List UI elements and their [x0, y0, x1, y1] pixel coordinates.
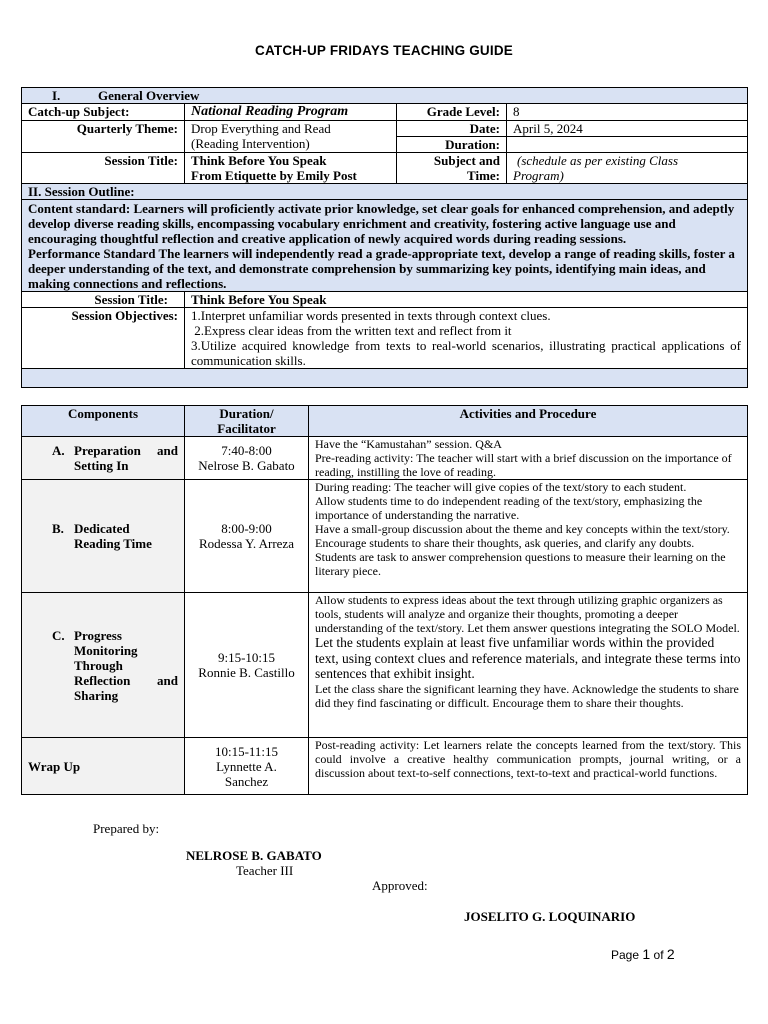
activities-cell: During reading: The teacher will give copies of the text/story to each student. Allow students time to do independent reading of the text/story, emphasizing the importance of understanding the narrative. Have a small-group discussion about the theme and key concepts within the text/story. Encourage students to share their thoughts, ask queries, and clarify any doubts. Students are task to answer comprehension questions to measure their learning on the literary piece. [309, 480, 748, 593]
duration-label: Duration: [397, 137, 507, 153]
objective-1: 1.Interpret unfamiliar words presented in texts through context clues. [191, 308, 551, 323]
prepared-by-position: Teacher III [236, 863, 294, 878]
header-components: Components [22, 406, 185, 437]
activities-cell: Allow students to express ideas about the text through utilizing graphic organizers as tools, students will analyze and organize their thoughts, promoting a deeper understanding of the text/story. Let them answer questions integrating the SOLO Model. Let the students explain at least five unfamiliar words within the provided text, using context clues and reference materials, and integrate these terms into sentences that exhibit insight. Let the class share the significant learning they have. Acknowledge the students to share did they find fascinating or difficult. Encourage them to share their thoughts. [309, 593, 748, 738]
outline-session-title-value: Think Before You Speak [185, 292, 748, 308]
section-numeral: I. [52, 88, 61, 103]
of-word: of [653, 948, 664, 962]
date-label: Date: [397, 121, 507, 137]
section-heading: General Overview [98, 88, 200, 103]
page-footer [611, 946, 675, 962]
objectives-list [185, 308, 748, 369]
subject-time-value: (schedule as per existing Class Program) [507, 153, 748, 184]
component-name: Preparation and Setting In [74, 443, 178, 473]
theme-line-1: Drop Everything and Read [191, 121, 331, 136]
approved-label: Approved: [372, 878, 428, 893]
component-name: Wrap Up [28, 758, 81, 774]
page-total: 2 [666, 946, 675, 962]
overview-table [21, 87, 748, 388]
duration-cell: 8:00-9:00 Rodessa Y. Arreza [185, 480, 309, 593]
grade-value: 8 [507, 104, 748, 121]
objective-3: 3.Utilize acquired knowledge from texts to real-world scenarios, illustrating practical applications of communication skills. [191, 338, 741, 368]
header-activities: Activities and Procedure [309, 406, 748, 437]
theme-line-2: (Reading Intervention) [191, 136, 310, 151]
header-duration: Duration/ Facilitator [185, 406, 309, 437]
theme-label: Quarterly Theme: [22, 121, 185, 153]
table-row [22, 480, 748, 593]
page-title: CATCH-UP FRIDAYS TEACHING GUIDE [255, 43, 513, 58]
standards-block [22, 200, 748, 292]
table-row [22, 437, 748, 480]
outline-session-title-label: Session Title: [22, 292, 185, 308]
duration-value [507, 137, 748, 153]
duration-cell: 10:15-11:15 Lynnette A. Sanchez [185, 738, 309, 795]
component-cell: C. Progress Monitoring Through Reflection and Sharing [22, 593, 185, 738]
spacer-row [22, 369, 748, 388]
component-cell: A. Preparation and Setting In [22, 437, 185, 480]
activities-cell: Have the “Kamustahan” session. Q&A Pre-reading activity: The teacher will start with a brief discussion on the importance of reading, instilling the love of reading. [309, 437, 748, 480]
date-value: April 5, 2024 [507, 121, 748, 137]
subject-value: National Reading Program [185, 104, 397, 121]
duration-cell: 7:40-8:00 Nelrose B. Gabato [185, 437, 309, 480]
components-table [21, 405, 748, 795]
session-title-label: Session Title: [22, 153, 185, 184]
approved-name: JOSELITO G. LOQUINARIO [464, 909, 636, 924]
duration-cell: 9:15-10:15 Ronnie B. Castillo [185, 593, 309, 738]
theme-value [185, 121, 397, 153]
component-name: Dedicated Reading Time [74, 521, 152, 551]
page-number: 1 [642, 946, 651, 962]
table-row [22, 738, 748, 795]
grade-label: Grade Level: [397, 104, 507, 121]
session-title-line-1: Think Before You Speak [191, 153, 327, 168]
prepared-by-name: NELROSE B. GABATO [186, 848, 322, 863]
page-word: Page [611, 948, 640, 962]
component-cell: B. Dedicated Reading Time [22, 480, 185, 593]
table-row [22, 593, 748, 738]
session-outline-heading: II. Session Outline: [22, 184, 748, 200]
component-name: Progress Monitoring Through Reflection and Sharing [74, 627, 178, 703]
component-cell [22, 738, 185, 795]
content-standard: Content standard: Learners will proficiently activate prior knowledge, set clear goals for enhanced comprehension, and adeptly develop diverse reading skills, encompassing vocabulary enrichment and creativity, fostering active language use and encouraging thoughtful reflection and creative application of newly acquired words during reading sessions. [28, 201, 735, 246]
session-title-value [185, 153, 397, 184]
subject-label: Catch-up Subject: [22, 104, 185, 121]
objective-2: 2.Express clear ideas from the written text and reflect from it [191, 323, 512, 338]
prepared-by-label: Prepared by: [93, 821, 160, 836]
objectives-label: Session Objectives: [22, 308, 185, 369]
session-title-line-2: From Etiquette by Emily Post [191, 168, 357, 183]
activities-cell: Post-reading activity: Let learners relate the concepts learned from the text/story. This could involve a creative healthy communication prompts, journal writing, or a discussion about text-to-self connections, text-to-text and practical-world functions. [309, 738, 748, 795]
general-overview-heading [22, 88, 748, 104]
subject-time-label: Subject and Time: [397, 153, 507, 184]
performance-standard: Performance Standard The learners will independently read a grade-appropriate text, develop a range of reading skills, foster a deeper understanding of the text, and demonstrate comprehension by summarizing key points, identifying main ideas, and making connections and reflections. [28, 246, 735, 291]
